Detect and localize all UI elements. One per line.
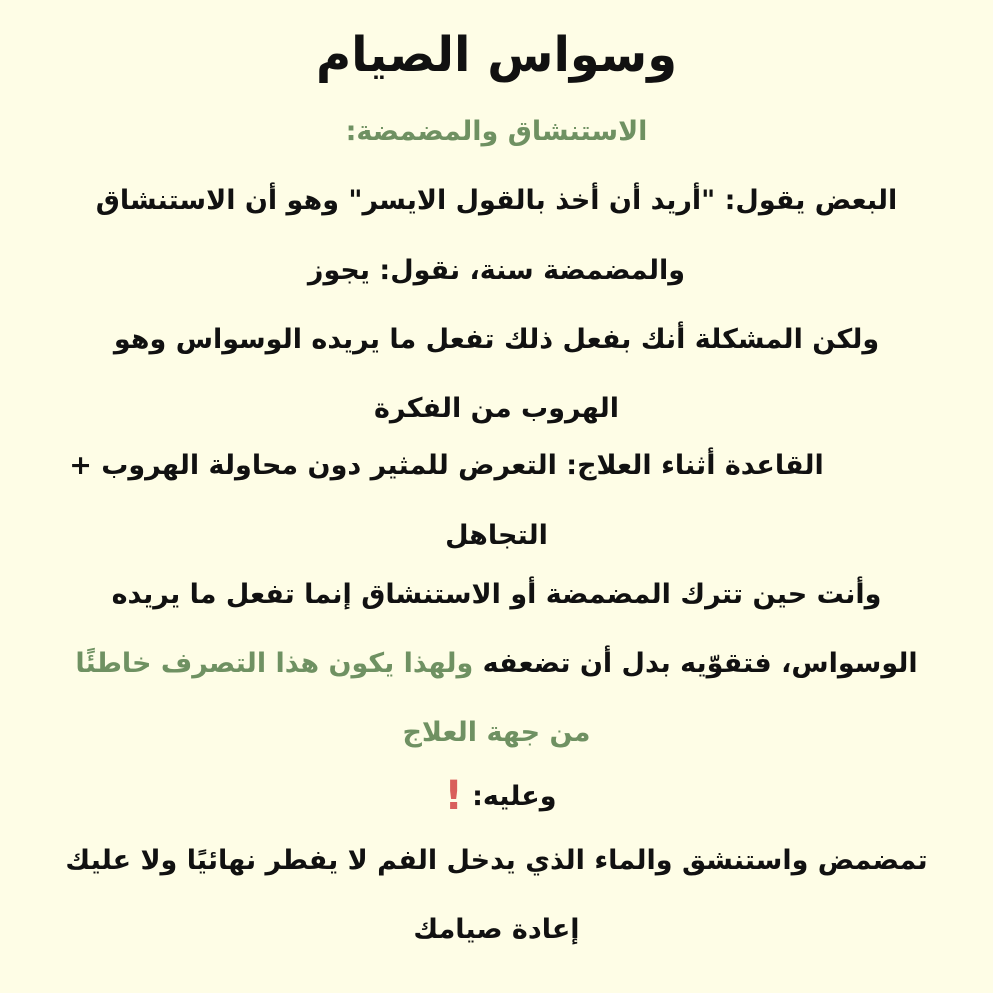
line-8-black-text: الوسواس، فتقوّيه بدل أن تضعفه — [482, 648, 918, 679]
paragraph-line-7: وأنت حين تترك المضمضة أو الاستنشاق إنما تفعل ما يريده — [111, 579, 882, 610]
paragraph-line-1: البعض يقول: "أريد أن أخذ بالقول الايسر" وهو أن الاستنشاق — [95, 185, 898, 216]
paragraph-line-5: القاعدة أثناء العلاج: التعرض للمثير دون محاولة الهروب + — [69, 450, 824, 481]
exclamation-icon: ! — [444, 773, 463, 819]
line-8-green-text: ولهذا يكون هذا التصرف خاطئًا — [75, 648, 474, 679]
paragraph-line-4: الهروب من الفكرة — [373, 393, 619, 424]
paragraph-line-2: والمضمضة سنة، نقول: يجوز — [307, 255, 686, 286]
paragraph-line-11: تمضمض واستنشق والماء الذي يدخل الفم لا يفطر نهائيًا ولا عليك — [65, 845, 928, 876]
line-10-text: وعليه: — [472, 781, 557, 812]
paragraph-line-6: التجاهل — [445, 520, 548, 551]
paragraph-line-12: إعادة صيامك — [413, 914, 580, 945]
paragraph-line-10 — [0, 772, 993, 817]
section-subtitle: الاستنشاق والمضمضة: — [345, 116, 648, 147]
paragraph-line-8 — [0, 644, 993, 684]
page-title: وسواس الصيام — [315, 27, 678, 83]
paragraph-line-3: ولكن المشكلة أنك بفعل ذلك تفعل ما يريده الوسواس وهو — [113, 324, 880, 355]
paragraph-line-9: من جهة العلاج — [402, 717, 591, 748]
